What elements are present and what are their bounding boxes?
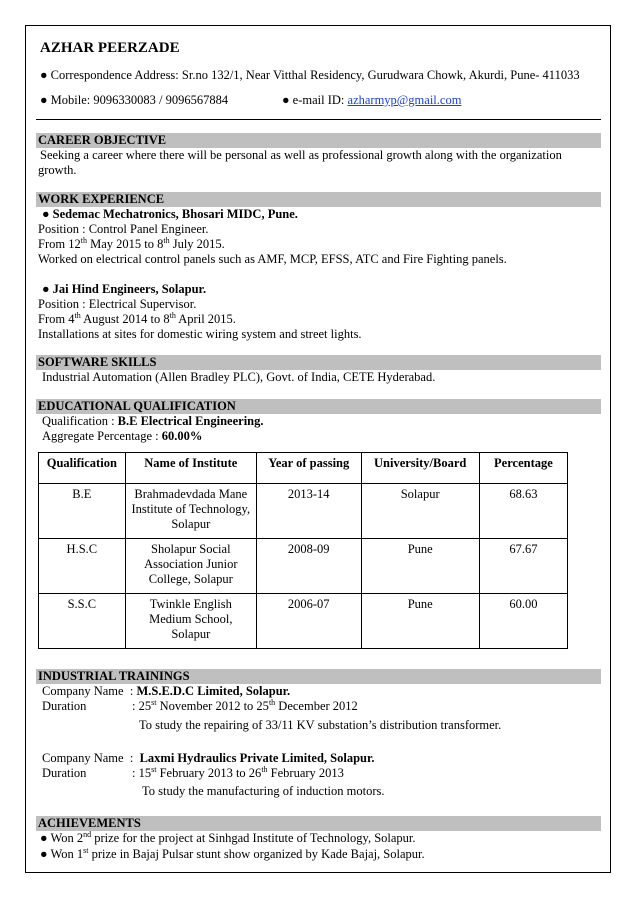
job-1-description: Worked on electrical control panels such as AMF, MCP, EFSS, ATC and Fire Fighting panels. [38,252,507,266]
section-career-objective: CAREER OBJECTIVE [36,133,601,148]
software-skills-text: Industrial Automation (Allen Bradley PLC), Govt. of India, CETE Hyderabad. [42,370,436,384]
section-education: EDUCATIONAL QUALIFICATION [36,399,601,414]
training-2-duration: : 15st February 2013 to 26th February 2013 [132,765,344,780]
table-cell: Pune [361,539,479,594]
section-work-experience: WORK EXPERIENCE [36,192,601,207]
table-cell: 67.67 [479,539,567,594]
table-row [39,484,568,539]
email-label: ● e-mail ID: [282,93,348,107]
table-cell: 68.63 [479,484,567,539]
table-cell: 2013-14 [256,484,361,539]
training-1-duration: : 25st November 2012 to 25th December 2012 [132,698,358,713]
training-2-description: To study the manufacturing of induction motors. [142,784,385,798]
table-header: Name of Institute [125,453,256,484]
qualification-line: Qualification : B.E Electrical Engineering. [42,414,264,428]
table-cell: 2006-07 [256,594,361,649]
job-2-position: Position : Electrical Supervisor. [38,297,197,311]
email-line [282,93,461,108]
training-2-duration-label: Duration [42,766,87,780]
email-link[interactable]: azharmyp@gmail.com [347,93,462,107]
table-cell: 2008-09 [256,539,361,594]
objective-line-2: growth. [38,163,77,177]
training-1-description: To study the repairing of 33/11 KV substation’s distribution transformer. [139,718,502,732]
job-1-position: Position : Control Panel Engineer. [38,222,209,236]
achievement-item: ● Won 1st prize in Bajaj Pulsar stunt show organized by Kade Bajaj, Solapur. [40,846,425,861]
aggregate-line: Aggregate Percentage : 60.00% [42,429,203,443]
table-row [39,539,568,594]
section-industrial-trainings: INDUSTRIAL TRAININGS [36,669,601,684]
header-divider [36,119,601,120]
job-2-dates: From 4th August 2014 to 8th April 2015. [38,311,236,326]
table-cell: B.E [39,484,126,539]
table-cell: S.S.C [39,594,126,649]
resume-page [25,25,611,873]
training-2-company: Company Name : Laxmi Hydraulics Private Limited, Solapur. [42,751,375,765]
table-cell: Twinkle English Medium School, Solapur [125,594,256,649]
table-cell: H.S.C [39,539,126,594]
training-1-duration-label: Duration [42,699,87,713]
table-header: University/Board [361,453,479,484]
section-achievements: ACHIEVEMENTS [36,816,601,831]
job-1-dates: From 12th May 2015 to 8th July 2015. [38,236,225,251]
table-header: Year of passing [256,453,361,484]
training-1-company: Company Name : M.S.E.D.C Limited, Solapur. [42,684,291,698]
section-software-skills: SOFTWARE SKILLS [36,355,601,370]
table-cell: 60.00 [479,594,567,649]
job-1-company: ● Sedemac Mechatronics, Bhosari MIDC, Pune. [42,207,298,221]
table-row [39,594,568,649]
address-line: ● Correspondence Address: Sr.no 132/1, Near Vitthal Residency, Gurudwara Chowk, Akurdi, Pune- 411033 [40,68,580,82]
job-2-company: ● Jai Hind Engineers, Solapur. [42,282,207,296]
mobile-line: ● Mobile: 9096330083 / 9096567884 [40,93,229,107]
job-2-description: Installations at sites for domestic wiring system and street lights. [38,327,362,341]
table-cell: Solapur [361,484,479,539]
table-header: Percentage [479,453,567,484]
objective-line-1: Seeking a career where there will be personal as well as professional growth along with the organization [40,148,562,162]
table-cell: Brahmadevdada Mane Institute of Technology, Solapur [125,484,256,539]
table-cell: Pune [361,594,479,649]
candidate-name: AZHAR PEERZADE [40,40,180,56]
table-cell: Sholapur Social Association Junior College, Solapur [125,539,256,594]
table-header: Qualification [39,453,126,484]
table-header-row [39,453,568,484]
achievement-item: ● Won 2nd prize for the project at Sinhgad Institute of Technology, Solapur. [40,830,416,845]
education-table [38,452,568,649]
